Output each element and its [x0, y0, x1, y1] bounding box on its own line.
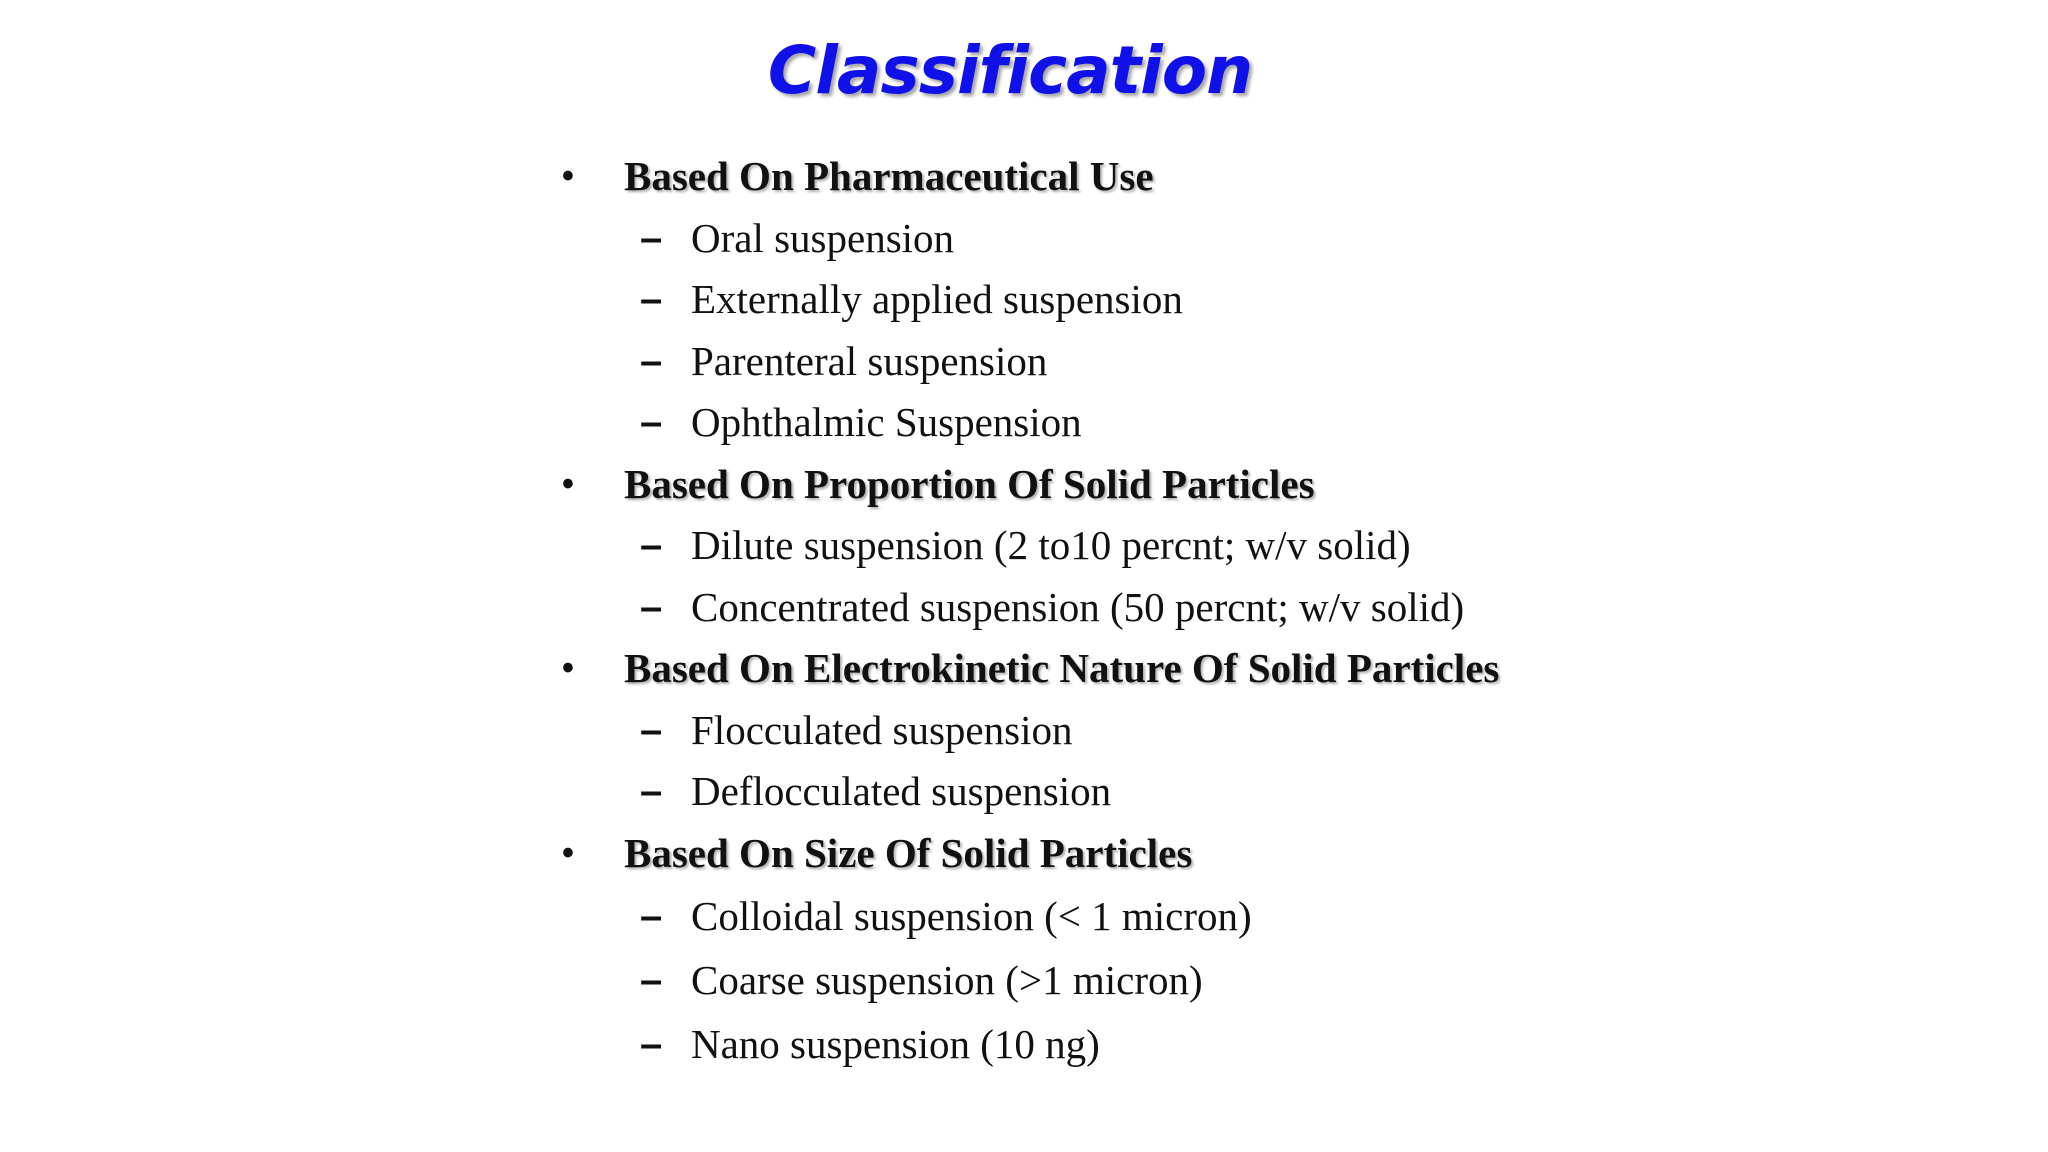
list-item	[560, 700, 1660, 762]
section-heading-row	[560, 823, 1660, 885]
list-item-text: Flocculated suspension	[691, 706, 1073, 753]
list-item	[560, 269, 1660, 331]
list-item-text: Parenteral suspension	[691, 337, 1048, 384]
list-item	[560, 1012, 1660, 1076]
list-item-text: Coarse suspension (>1 micron)	[691, 957, 1203, 1003]
slide-title: Classification	[767, 32, 1253, 109]
dash-icon: –	[640, 277, 663, 321]
section-heading-row	[560, 146, 1660, 208]
list-item-text: Ophthalmic Suspension	[691, 399, 1082, 445]
list-item-text: Dilute suspension (2 to10 percnt; w/v solid)	[691, 522, 1411, 568]
list-item	[560, 208, 1660, 270]
section-heading: Based On Proportion Of Solid Particles	[624, 460, 1315, 507]
dash-icon: –	[640, 584, 663, 629]
list-item	[560, 948, 1660, 1012]
section-heading: Based On Pharmaceutical Use	[624, 153, 1154, 199]
list-item-text: Concentrated suspension (50 percnt; w/v solid)	[691, 583, 1465, 630]
section-heading-row	[560, 638, 1660, 700]
list-item-text: Externally applied suspension	[691, 276, 1183, 322]
list-item	[560, 515, 1660, 577]
section-heading-row	[560, 454, 1660, 516]
list-item	[560, 331, 1660, 393]
list-item-text: Oral suspension	[691, 214, 955, 261]
dash-icon: –	[640, 215, 663, 260]
list-item	[560, 577, 1660, 639]
section-heading: Based On Size Of Solid Particles	[624, 829, 1193, 876]
dash-icon: –	[640, 1022, 663, 1066]
dash-icon: –	[640, 523, 663, 567]
dash-icon: –	[640, 894, 663, 938]
list-item-text: Colloidal suspension (< 1 micron)	[691, 893, 1252, 939]
bullet-icon: •	[562, 649, 574, 687]
list-item	[560, 761, 1660, 823]
dash-icon: –	[640, 769, 663, 813]
list-item-text: Nano suspension (10 ng)	[691, 1021, 1100, 1067]
dash-icon: –	[640, 338, 663, 383]
dash-icon: –	[640, 958, 663, 1002]
list-item	[560, 392, 1660, 454]
bullet-list	[560, 146, 1660, 1076]
bullet-icon: •	[562, 464, 574, 503]
dash-icon: –	[640, 400, 663, 444]
bullet-icon: •	[562, 833, 574, 872]
list-item	[560, 884, 1660, 948]
list-item-text: Deflocculated suspension	[691, 768, 1112, 814]
dash-icon: –	[640, 707, 663, 752]
bullet-icon: •	[562, 157, 574, 195]
section-heading: Based On Electrokinetic Nature Of Solid Particles	[624, 645, 1500, 691]
